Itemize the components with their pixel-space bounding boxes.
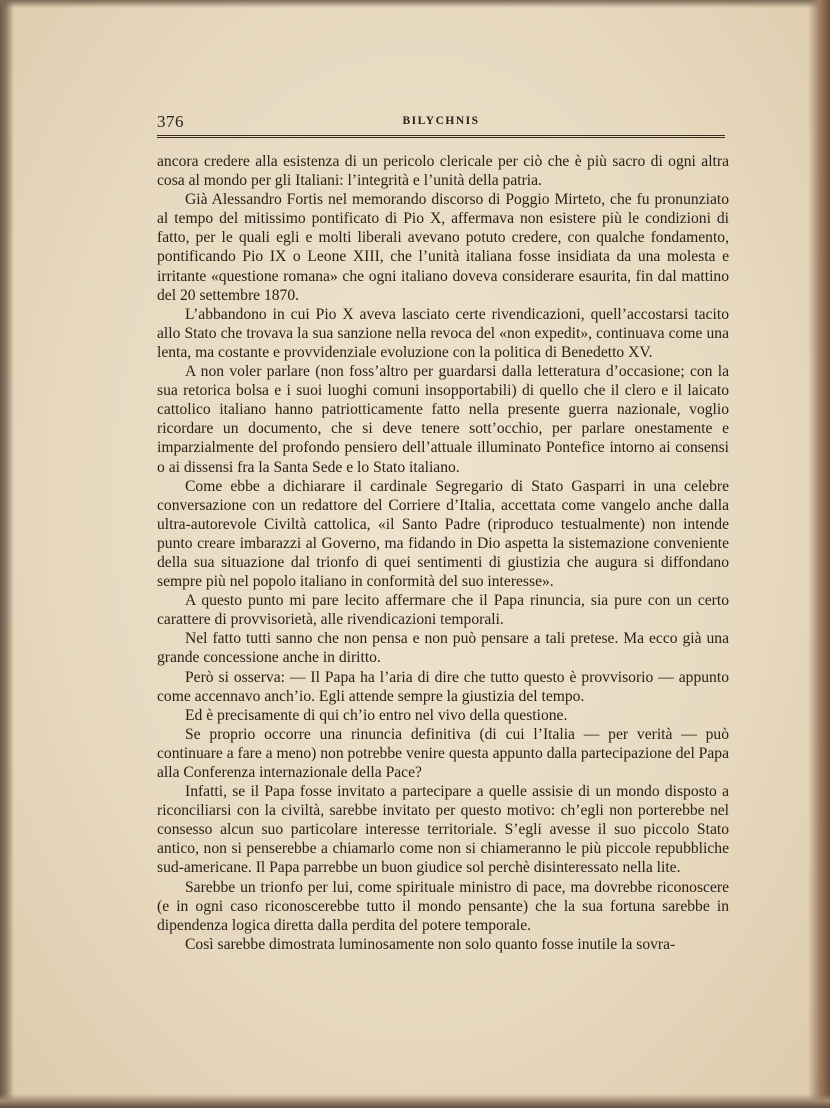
paragraph: Nel fatto tutti sanno che non pensa e non può pensare a tali pretese. Ma ecco già una grande concessione anche in diritto. <box>157 630 729 667</box>
running-title: BILYCHNIS <box>402 115 480 127</box>
paragraph: Come ebbe a dichiarare il cardinale Segregario di Stato Gasparri in una celebre conversazione con un redattore del Corriere d’Italia, accettata come vangelo anche dalla ultra-autorevole Civiltà cattolica, «il Santo Padre (riproduco testualmente) non intende punto creare imbarazzi al Governo, ma fidando in Dio aspetta la sistemazione conveniente della sua situazione dal trionfo di quei sentimenti di giustizia che augura si diffondano sempre più nel popolo italiano in conformità del suo interesse». <box>157 477 729 591</box>
paragraph: A questo punto mi pare lecito affermare che il Papa rinuncia, sia pure con un certo carattere di provvisorietà, alle rivendicazioni temporali. <box>157 592 729 629</box>
paragraph: Ed è precisamente di qui ch’io entro nel vivo della questione. <box>185 706 568 724</box>
page-top-edge <box>0 0 830 8</box>
page-number: 376 <box>157 112 184 131</box>
paragraph: Così sarebbe dimostrata luminosamente non solo quanto fosse inutile la sovra- <box>185 935 676 953</box>
paragraph: Già Alessandro Fortis nel memorando discorso di Poggio Mirteto, che fu pronunziato al tempo del mitissimo pontificato di Pio X, affermava non esistere più le condizioni di fatto, per le quali egli e molti liberali avevano potuto credere, con qualche fondamento, pontificando Pio IX o Leone XIII, che l’unità italiana fosse insidiata da una molesta e irritante «questione romana» che ogni italiano doveva considerare esaurita, fin dal mattino del 20 settembre 1870. <box>157 191 729 304</box>
page-right-edge <box>808 0 830 1108</box>
page-left-edge <box>0 0 14 1108</box>
paragraph: ancora credere alla esistenza di un pericolo clericale per ciò che è più sacro di ogni altra cosa al mondo per gli Italiani: l’integrità e l’unità della patria. <box>157 153 729 190</box>
paragraph: Infatti, se il Papa fosse invitato a partecipare a quelle assisie di un mondo disposto a riconciliarsi con la civiltà, sarebbe invitato per questo motivo: ch’egli non porterebbe nel consesso alcun suo particolare interesse territoriale. S’egli avesse il suo piccolo Stato antico, non si penserebbe a chiamarlo come non si chiameranno le più piccole repubbliche sud-americane. Il Papa parrebbe un buon giudice sol perchè disinteressato nella lite. <box>157 783 729 877</box>
paragraph: Se proprio occorre una rinuncia definitiva (di cui l’Italia — per verità — può continuare a fare a meno) non potrebbe venire questa appunto dalla partecipazione del Papa alla Conferenza internazionale della Pace? <box>157 725 729 781</box>
page-header <box>157 112 725 134</box>
page-bottom-edge <box>0 1094 830 1108</box>
paragraph: L’abbandono in cui Pio X aveva lasciato certe rivendicazioni, quell’accostarsi tacito allo Stato che trovava la sua sanzione nella revoca del «non expedit», continuava come una lenta, ma costante e provvidenziale evoluzione con la politica di Benedetto XV. <box>157 305 729 361</box>
header-rule <box>157 135 725 138</box>
paragraph: Sarebbe un trionfo per lui, come spirituale ministro di pace, ma dovrebbe riconoscere (e in ogni caso riconoscerebbe tutto il mondo pensante) che la sua fortuna sarebbe in dipendenza logica diretta dalla perdita del potere temporale. <box>157 878 729 934</box>
body-text <box>157 152 729 954</box>
paragraph: Però si osserva: — Il Papa ha l’aria di dire che tutto questo è provvisorio — appunto come accennavo anch’io. Egli attende sempre la giustizia del tempo. <box>157 668 729 705</box>
paragraph: A non voler parlare (non foss’altro per guardarsi dalla letteratura d’occasione; con la sua retorica bolsa e i suoi luoghi comuni insopportabili) di quello che il clero e il laicato cattolico italiano hanno patriotticamente fatto nella presente guerra nazionale, voglio ricordare un documento, che si deve tenere sott’occhio, per parlare onestamente e imparzialmente del profondo pensiero dell’attuale illuminato Pontefice intorno ai consensi o ai dissensi fra la Santa Sede e lo Stato italiano. <box>157 363 729 476</box>
